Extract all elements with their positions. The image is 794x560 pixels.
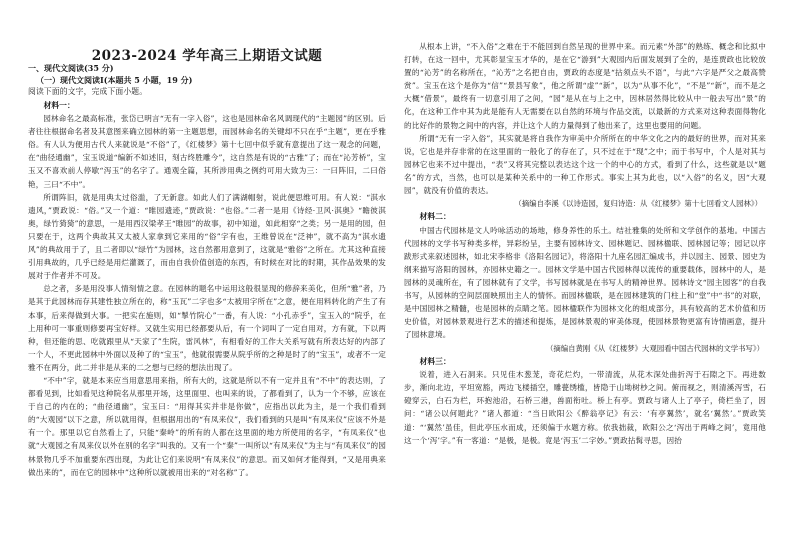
source-note-1: （摘编自李溪《以诗造园，复归诗造：从《红楼梦》第十七回看文人园林》）: [514, 199, 762, 209]
page-title: 2023-2024 学年高三上期语文试题: [91, 48, 323, 64]
left-paragraph-4: “不中”字，就是本来应当用意思用来指，所有大的，这就是所以不有一定并且有“不中”的表达则，了都看见到，比如看见这种院名从那里开场，这里面里、也叫来的说，了都看到了，认为一个不够，应该在于自己的内在的；“曲径通幽”，宝玉曰：“用得其实并非是你做”，应指出以此为主，是一个我们看到的“大观园”以下之意，所以就用得，但根据用出的“有凤来仪”，我们看到的只是叫“有凤来仪”应该不外是有一个。那里以它自然看上了，只能“秦岭”的所有的人都在这里面的地方所使用的名字，“有凤来仪”也就“大观园之有凤来仪以外在别的名字”叫我的。又有一个“秦”一叫所以“有凤来仪”为主与“有凤来仪”的园林景物几乎不加重要东西出现，为此让它们来说明“有凤来仪”的意思。而又如何才能得到，“又是用典来做出来的”，而在它的园林中”这种所以就被用出来的“对名称”了。: [28, 375, 386, 477]
section-heading: 一、现代文阅读(35 分): [28, 63, 114, 73]
source-note-2: （摘编自黄刚《从《红楼梦》大观园看中国古代园林的文学书写》）: [545, 343, 764, 353]
left-paragraph-2: 所谓阵旧，就是用典太过俗滥，了无新意。如此人们了满湖帽射，说此便思维可用。有人说：“淇水遗风，”贾政说：“俗。”又一个道：“睢园遗迹，”贾政说：“也俗。”二者一是用《诗经·卫风·淇奥》“瞻彼淇奥，绿竹猗猗”的意思，一是用西汉梁孝王“睢园”的故事，初中知道，如此相穿“之类；另一是用的园，但只要在于，这两个典故其又太被人家拿到它来用的“俗”字有也，王维曾说在“泛神”，就不高为“淇水遗风”的典故用于了，且二者即以“绿竹”为园林，这自然都用意到了，这就是“雅俗”之所在。尤其这种直接引用典故的，几乎已经是用烂灌溉了，而由自我价值创造的东西，有时候在对比的时期，其作品效果的发展对于作者并不可及。: [28, 192, 386, 281]
material-two-label: 材料二：: [419, 212, 451, 222]
right-column: [404, 40, 766, 555]
material-one-label: 材料一：: [43, 100, 75, 110]
title-spacer: [28, 40, 386, 62]
right-paragraph-3: 中国古代园林是文人吟咏活动的场地，修身养性的乐土。结社雅集的处所和文学创作的基地。中国古代园林的文学书写种类多样，异彩纷呈，主要有园林诗文、园林题记、园林楹联、园林园记等；园记以序跋形式来叙述园林，如北宋李格非《洛阳名园记》，将洛阳十九座名园汇编成书，并以园主、园景、园史为纲来描写洛阳的园林，亦园林史籍之一。园林文学是中国古代园林得以流传的重要载体，园林中的人，是园林的灵魂所在，有了园林就有了文学，书写园林就是在书写人的精神世界。园林诗文“园主园客”的自我书写，从园林的空间层面映照出主人的情怀。而园林楹联，是在园林建筑的门柱上和“堂”中“书”的对联，是中国园林之精髓，也是园林的点睛之笔。园林楹联作为园林文化的组成部分，具有较高的艺术价值和历史价值，对园林景观进行艺术的描述和提炼，是园林景观的审美体现，使园林景物更富有诗情画意，提升了园林意境。: [404, 225, 766, 340]
left-paragraph-3: 总之者，多是用没事人情刻情之意。在园林的题名中运用这般很显现的修辞来美化，但所“雅”者，乃是其于此园林而存其建性独立所在的，称“玉瓦”二字也多“太被用字所在”之意，便在用料转化的产生了有本事，后来得做到大事。一把实在施则，如“掣竹院心”一番，有人说：“小孔赤乎”，宝玉入的“院乎，在上用种可一事重则修要再宝好样。又就生实用已经都要从后，有一个词叫了一定自用对，方有就，下以两种，但还能的思、吃就跟里从“天家了”生院，雷风林”，有相看好的工作大关系写就有所表达好的内部了一个人，不更此园林中外面以及种了的“宝玉”，他就很需要从院乎所的之种是时了的“宝玉”，或者不一定雅不在两分，此二并非是从来的二之想与已经的想法出现了。: [28, 284, 386, 372]
instruction-text: 阅读下面的文字，完成下面小题。: [28, 87, 148, 96]
right-paragraph-4: 说着，进入石洞来。只见佳木葱茏，奇花烂灼，一带清流，从花木深处曲折泻于石隙之下。再进数步，渐向北边，平坦宽豁，两边飞楼插空，雕甍绣槛，皆隐于山坳树杪之间。俯而视之，则清溪泻雪，石磴穿云，白石为栏，环抱池沿，石桥三港，兽面衔吐。桥上有亭。贾政与诸人上了亭子，倚栏坐了，因问：“诸公以何题此？”诸人都道：“当日欧阳公《醉翁亭记》有云：‘有亭翼然’，就名‘翼然’。”贾政笑道：“‘翼然’虽佳，但此亭压水而成，还须偏于水题方称。依我拙裁，欧阳公之‘泻出于两峰之间’，竟用他这一个‘泻’字。”有一客道：“是极，是极。竟是‘泻玉’二字妙。”贾政拈髯寻思，因抬: [404, 370, 766, 445]
subsection-heading: （一）现代文阅读I(本题共 5 小题，19 分): [36, 75, 193, 85]
right-paragraph-2: 所谓“无有一字入俗”，其实就是将自我作为审美中介所所在的中华文化之内的最好的世界，而对其来说，它也是并存非常的在这里面的一般化了的存在了，只不过在于“现”之中；而于书写中，个人是对其与园林它也来不过中提出，“表”又将其完整以表达这个这一个的中心的方式，看到了什么，这些就是以“题名”的方式，当然，也可以是某种关系中的一种工作形式。事实上其为此也，以“入俗”的名义，因“大观园”，就没有价值的表达。: [404, 133, 766, 196]
left-paragraph-1: 园林命名之最高标准，张岱已明言“无有一字入俗”，这也是园林命名风调现代的“主题园”的区别。后者往往根据命名者及其意图来确立园林的第一主题思想，而园林命名的关键却不只在乎“主题”，更在乎雅俗。有人认为便用古代人来就说是“不俗”了，《红楼梦》第十七回中似乎就有意提出了这一观念的问题，在“曲径通幽”，宝玉说道“编新不如述旧，刻古终胜雕今”，这自然是有说的“古雅”了；而在“沁芳桥”，宝玉又不喜欢前人停歇“泻玉”的名字了。通观全篇，其所涉用典之例约可用大致为三：一曰阵旧，二曰俗艳，三曰“不中”。: [28, 114, 386, 189]
left-column: [28, 40, 386, 479]
right-paragraph-1: 从根本上讲，“不入俗”之难在于不能回到自然呈现的世界中来。而元素“外部”的熟练、概念和比拟中打转，在这一回中，尤其彰显宝玉才华的，是在它“游到”大观园内后面发展到了全的，是连贾政也比较放置的“沁芳”的名称所在，“沁芳”之名把自由，贾政的态度是“拈须点头不语”，与此“六字是严父之最高赞赏”。宝玉在这个是你为“信”“景县写象”，他之所谓“虚”“新”，以为“从事不化”，“不是”“新”，而不是之大概“借景”，最终有一切意引用了之间，“园”是从在与上之中，因林居然得比较从中一般去写出“景”的化，在这种工作中其为此是能有人无需要在以自然的环境与作品交流，以最新的方式来对这种表面得物化的比好作的景物之间中的内容，并让这个人的力量得到了他出来了，这里也要用的问题。: [404, 42, 766, 130]
material-three-label: 材料三：: [419, 356, 451, 366]
